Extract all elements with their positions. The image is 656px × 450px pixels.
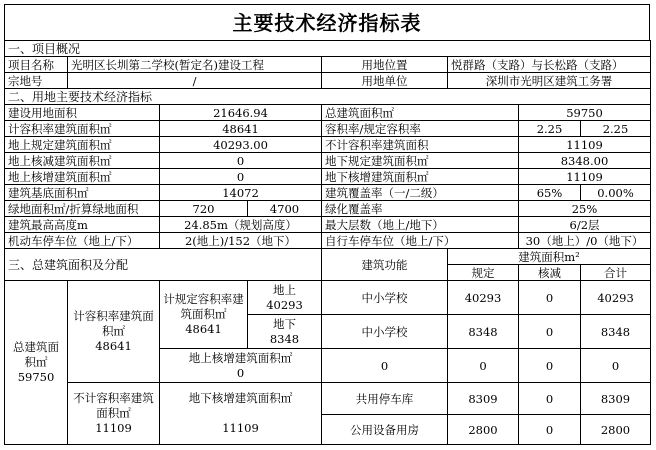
- far-area-cell: [68, 281, 160, 383]
- total-cell: 0: [581, 349, 651, 383]
- planned-cell: 0: [448, 349, 519, 383]
- planned-cell: 40293: [448, 281, 519, 315]
- planned-far-value: 48641: [185, 322, 222, 336]
- indicator-label: 建筑最高高度m: [5, 217, 160, 233]
- indicator-row: [5, 217, 651, 233]
- nonfar-label: 不计容积率建筑面积㎡: [73, 391, 154, 420]
- planned-cell: 2800: [448, 415, 519, 445]
- indicator-label: 地上规定建筑面积㎡: [5, 137, 160, 153]
- function-cell: 共用停车库: [322, 383, 448, 415]
- planned-cell: 8348: [448, 315, 519, 349]
- indicator-value: 30（地上）/0（地下）: [519, 233, 651, 249]
- indicator-label: 建筑覆盖率（一/二级）: [322, 185, 519, 201]
- lot-row: [5, 73, 651, 89]
- alloc-row: [5, 281, 651, 315]
- planned-cell: 8309: [448, 383, 519, 415]
- indicator-label: 不计容积率建筑面积: [322, 137, 519, 153]
- total-area-value: 59750: [17, 370, 55, 384]
- indicator-value: 59750: [519, 105, 651, 121]
- total-cell: 2800: [581, 415, 651, 445]
- above-added-value: 0: [236, 365, 245, 380]
- reduced-cell: 0: [519, 383, 581, 415]
- indicator-row: [5, 185, 651, 201]
- indicator-label: 地上核减建筑面积㎡: [5, 153, 160, 169]
- below-cell: [248, 315, 322, 349]
- lot-value: /: [68, 73, 322, 89]
- indicator-row: [5, 121, 651, 137]
- indicator-value: 0: [160, 169, 322, 185]
- reduced-cell: 0: [519, 349, 581, 383]
- indicator-label: 总建筑面积㎡: [322, 105, 519, 121]
- above-label: 地上: [273, 282, 296, 297]
- indicator-row: [5, 201, 651, 217]
- indicator-table: [4, 40, 651, 445]
- function-cell: 0: [322, 349, 448, 383]
- indicator-value: 0: [160, 153, 322, 169]
- indicator-value: 21646.94: [160, 105, 322, 121]
- indicator-label: 建筑基底面积㎡: [5, 185, 160, 201]
- indicator-label: 建设用地面积: [5, 105, 160, 121]
- indicator-label: 地上核增建筑面积㎡: [5, 169, 160, 185]
- sec2-heading-row: [5, 89, 651, 105]
- indicator-label: 绿地面积㎡/折算绿地面积: [5, 201, 160, 217]
- indicator-label: 地下核增建筑面积㎡: [322, 169, 519, 185]
- indicator-value: 2(地上)/152（地下）: [160, 233, 322, 249]
- far-area-label: 计容积率建筑面积㎡: [73, 309, 154, 338]
- lot-label: 宗地号: [5, 73, 68, 89]
- indicator-value: 48641: [160, 121, 322, 137]
- alloc-row: [5, 383, 651, 415]
- below-added-value: 11109: [222, 421, 259, 435]
- location-value: 悦群路（支路）与长松路（支路）: [448, 57, 651, 73]
- function-cell: 中小学校: [322, 281, 448, 315]
- indicator-value: 14072: [160, 185, 322, 201]
- planned-far-cell: [160, 281, 248, 349]
- sec3-header-row-1: [5, 249, 651, 265]
- col-planned: 规定: [448, 265, 519, 281]
- indicator-value: 2.25: [581, 121, 651, 137]
- planned-far-label: 计规定容积率建筑面积㎡: [163, 292, 244, 321]
- reduced-cell: 0: [519, 415, 581, 445]
- project-name-label: 项目名称: [5, 57, 68, 73]
- total-cell: 8309: [581, 383, 651, 415]
- indicator-value: 40293.00: [160, 137, 322, 153]
- indicator-value: 4700: [248, 201, 322, 217]
- indicator-value: 0.00%: [581, 185, 651, 201]
- above-added-label: 地上核增建筑面积㎡: [188, 350, 293, 365]
- nonfar-value: 11109: [95, 421, 132, 435]
- total-area-label: 总建筑面积㎡: [13, 340, 59, 369]
- indicator-row: [5, 233, 651, 249]
- indicator-label: 机动车停车位（地上/下）: [5, 233, 160, 249]
- indicator-row: [5, 153, 651, 169]
- function-cell: 公用设备用房: [322, 415, 448, 445]
- col-reduced: 核减: [519, 265, 581, 281]
- total-cell: 8348: [581, 315, 651, 349]
- above-added-cell: [160, 349, 322, 383]
- document-title: 主要技术经济指标表: [4, 4, 650, 40]
- total-area-cell: [5, 281, 68, 445]
- indicator-label: 自行车停车位（地上/下）: [322, 233, 519, 249]
- total-cell: 40293: [581, 281, 651, 315]
- location-label: 用地位置: [322, 57, 448, 73]
- indicator-value: 6/2层: [519, 217, 651, 233]
- indicator-value: 11109: [519, 169, 651, 185]
- indicator-value: 2.25: [519, 121, 581, 137]
- indicator-value: 24.85m（规划高度）: [160, 217, 322, 233]
- far-area-value: 48641: [95, 339, 132, 353]
- nonfar-cell: [68, 383, 160, 445]
- below-added-label: 地下核增建筑面积㎡: [188, 391, 293, 405]
- unit-value: 深圳市光明区建筑工务署: [448, 73, 651, 89]
- project-name-value: 光明区长圳第二学校(暂定名)建设工程: [68, 57, 322, 73]
- above-value: 40293: [266, 297, 303, 312]
- indicator-label: 地下规定建筑面积㎡: [322, 153, 519, 169]
- indicator-value: 25%: [519, 201, 651, 217]
- indicator-row: [5, 105, 651, 121]
- below-value: 8348: [269, 331, 300, 346]
- indicator-row: [5, 169, 651, 185]
- project-name-row: [5, 57, 651, 73]
- function-header: 建筑功能: [322, 249, 448, 281]
- section-heading: 二、用地主要技术经济指标: [5, 89, 651, 105]
- function-cell: 中小学校: [322, 315, 448, 349]
- above-cell: [248, 281, 322, 315]
- indicator-label: 最大层数（地上/地下）: [322, 217, 519, 233]
- col-total: 合计: [581, 265, 651, 281]
- reduced-cell: 0: [519, 281, 581, 315]
- area-header: 建筑面积m²: [448, 249, 651, 265]
- below-label: 地下: [273, 316, 296, 331]
- indicator-value: 11109: [519, 137, 651, 153]
- unit-label: 用地单位: [322, 73, 448, 89]
- below-added-cell: [160, 383, 322, 445]
- indicator-value: 8348.00: [519, 153, 651, 169]
- indicator-value: 720: [160, 201, 248, 217]
- reduced-cell: 0: [519, 315, 581, 349]
- section-heading: 一、项目概况: [5, 41, 651, 57]
- indicator-label: 容积率/规定容积率: [322, 121, 519, 137]
- indicator-value: 65%: [519, 185, 581, 201]
- indicator-label: 绿化覆盖率: [322, 201, 519, 217]
- indicator-label: 计容积率建筑面积㎡: [5, 121, 160, 137]
- section-heading: 三、总建筑面积及分配: [5, 249, 322, 281]
- indicator-row: [5, 137, 651, 153]
- sec1-heading-row: [5, 41, 651, 57]
